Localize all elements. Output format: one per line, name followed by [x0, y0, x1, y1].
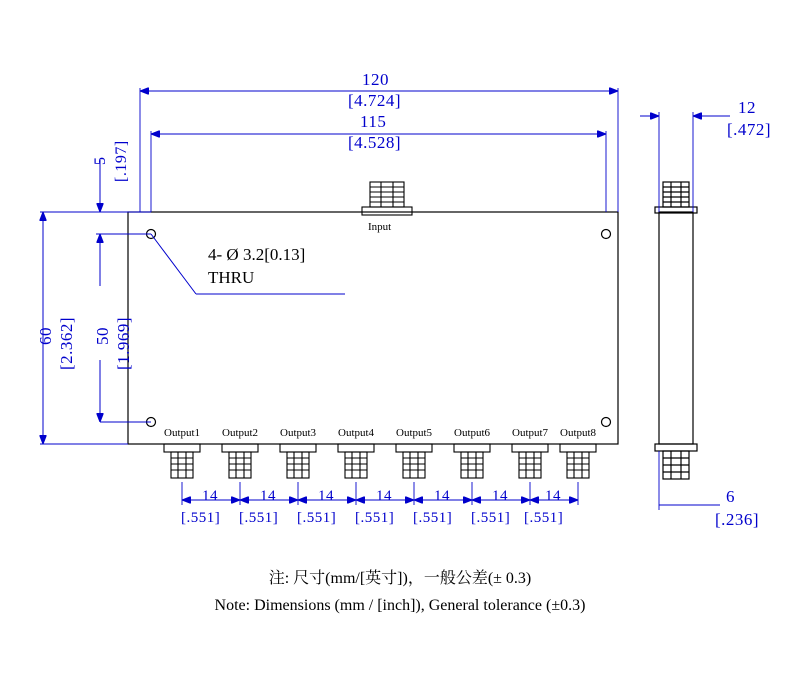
dim-side-width-mm: 12 — [738, 98, 756, 117]
output-connector-6 — [454, 444, 490, 478]
dim-pitch-5-inch: [.551] — [413, 510, 453, 526]
output-connector-4 — [338, 444, 374, 478]
mounting-hole-top-right — [602, 230, 611, 239]
output-port-label-4: Output4 — [338, 427, 375, 439]
output-connector-7 — [512, 444, 548, 478]
mounting-hole-bottom-right — [602, 418, 611, 427]
front-view-outline — [128, 212, 618, 444]
side-view-outline — [659, 212, 693, 444]
front-view-body — [128, 212, 618, 444]
dim-overall-height-inch: [2.362] — [57, 316, 76, 370]
dim-hole-span-height-mm: 50 — [93, 327, 112, 345]
output-connectors — [164, 444, 596, 478]
dim-pitch-3-inch: [.551] — [297, 510, 337, 526]
dim-side-width-inch: [.472] — [727, 120, 772, 139]
dim-edge-offset-inch: [.197] — [113, 140, 130, 182]
dim-pitch-6-inch: [.551] — [471, 510, 511, 526]
output-port-label-7: Output7 — [512, 427, 549, 439]
side-view-body — [655, 182, 697, 479]
dim-pitch-5-mm: 14 — [434, 488, 450, 504]
output-port-label-5: Output5 — [396, 427, 433, 439]
dim-edge-offset-mm: 5 — [92, 156, 109, 165]
output-connector-8 — [560, 444, 596, 478]
dim-pitch-3-mm: 14 — [318, 488, 334, 504]
dim-pitch-1-inch: [.551] — [181, 510, 221, 526]
dim-hole-span-width-mm: 115 — [360, 112, 387, 131]
dim-pitch-2-mm: 14 — [260, 488, 276, 504]
output-port-label-8: Output8 — [560, 427, 597, 439]
dim-hole-span-height-inch: [1.969] — [114, 316, 133, 370]
dim-overall-height-mm: 60 — [36, 327, 55, 345]
dim-pitch-1-mm: 14 — [202, 488, 218, 504]
output-connector-2 — [222, 444, 258, 478]
dim-overall-width-inch: [4.724] — [348, 91, 402, 110]
hole-callout-line1: 4- Ø 3.2[0.13] — [208, 245, 306, 264]
output-connector-1 — [164, 444, 200, 478]
note-chinese: 注: 尺寸(mm/[英寸])，一般公差(± 0.3) — [268, 570, 532, 587]
dim-pitch-4-inch: [.551] — [355, 510, 395, 526]
note-english: Note: Dimensions (mm / [inch]), General tolerance (±0.3) — [214, 597, 586, 614]
dim-pitch-7-mm: 14 — [545, 488, 561, 504]
dim-overall-width-mm: 120 — [362, 70, 389, 89]
dim-pitch-2-inch: [.551] — [239, 510, 279, 526]
output-port-label-2: Output2 — [222, 427, 259, 439]
output-port-label-3: Output3 — [280, 427, 317, 439]
dim-pitch-7-inch: [.551] — [524, 510, 564, 526]
dim-side-bottom-mm: 6 — [726, 487, 735, 506]
input-connector — [362, 182, 412, 215]
dim-pitch-6-mm: 14 — [492, 488, 508, 504]
dim-hole-span-width-inch: [4.528] — [348, 133, 402, 152]
dim-pitch-4-mm: 14 — [376, 488, 392, 504]
output-connector-5 — [396, 444, 432, 478]
dim-side-bottom-inch: [.236] — [715, 510, 760, 529]
output-port-label-1: Output1 — [164, 427, 201, 439]
input-port-label: Input — [368, 221, 392, 233]
output-connector-3 — [280, 444, 316, 478]
output-port-label-6: Output6 — [454, 427, 491, 439]
hole-callout-line2: THRU — [208, 268, 255, 287]
